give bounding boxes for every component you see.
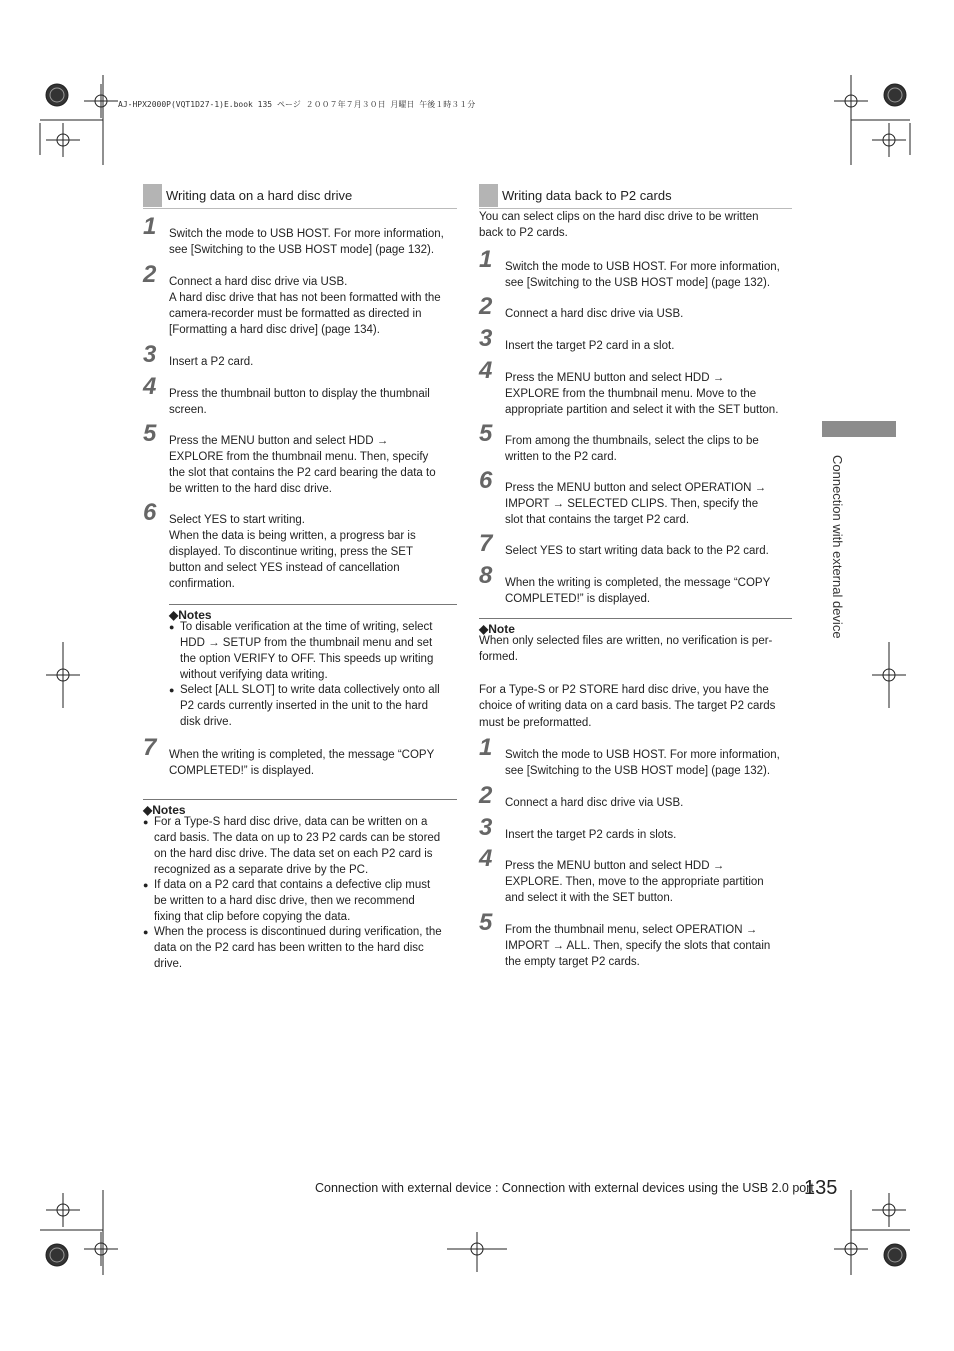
step-text: Switch the mode to USB HOST. For more information, see [Switching to the USB HOST mode] (page 132). <box>169 228 444 256</box>
note-text: When the process is discontinued during verification, the data on the P2 card has been written to the hard disc drive. <box>154 926 442 970</box>
step-text: Select YES to start writing. When the data is being written, a progress bar is displayed. To discontinue writing, press the SET button and select YES instead of cancellation confirmation. <box>169 514 416 590</box>
page-number: 135 <box>804 1177 838 1199</box>
step-text: From among the thumbnails, select the clips to be written to the P2 card. <box>505 435 759 463</box>
step-text: Press the MENU button and select HDD → EXPLORE from the thumbnail menu. Move to the appropriate partition and select it with the SET button. <box>505 372 779 416</box>
note-heading: ◆Note <box>479 618 792 636</box>
bullet-icon: ● <box>143 880 149 890</box>
bullet-icon: ● <box>169 685 175 695</box>
step-number: 3 <box>479 325 493 352</box>
print-header-line: AJ-HPX2000P(VQT1D27-1)E.book 135 ページ ２００７年７月３０日 月曜日 午後１時３１分 <box>118 100 476 109</box>
bullet-icon: ● <box>143 817 149 827</box>
step-text: Press the MENU button and select HDD → EXPLORE from the thumbnail menu. Then, specify the slot that contains the P2 card bearing the data to be written to the hard disc drive. <box>169 435 436 495</box>
step-number: 5 <box>479 420 493 447</box>
inner-note-text: Select [ALL SLOT] to write data collectively onto all P2 cards currently inserted in the unit to the hard disk drive. <box>180 684 440 728</box>
note-text: When only selected files are written, no verification is per- formed. <box>479 635 773 663</box>
section-marker <box>479 184 498 207</box>
step-number: 1 <box>479 246 493 273</box>
step-text: Insert the target P2 card in a slot. <box>505 340 675 352</box>
step-text: Switch the mode to USB HOST. For more information, see [Switching to the USB HOST mode] (page 132). <box>505 261 780 289</box>
step-number: 7 <box>143 734 157 761</box>
page-footer-text: Connection with external device : Connection with external devices using the USB 2.0 port <box>315 1181 814 1195</box>
left-section-header <box>143 184 457 209</box>
step-text: Press the MENU button and select OPERATION → IMPORT → SELECTED CLIPS. Then, specify the slot that contains the target P2 card. <box>505 482 767 526</box>
inner-note-text: To disable verification at the time of writing, select HDD → SETUP from the thumbnail menu and set the option VERIFY to OFF. This speeds up writing without verifying data writing. <box>180 621 434 681</box>
right-paragraph: For a Type-S or P2 STORE hard disc drive, you have the choice of writing data on a card basis. The target P2 cards must be preformatted. <box>479 684 776 729</box>
inner-notes-heading: ◆Notes <box>169 604 457 622</box>
bullet-icon: ● <box>169 622 175 632</box>
step-number: 4 <box>143 373 157 400</box>
step-text: Connect a hard disc drive via USB. <box>505 308 684 320</box>
step-text: Press the thumbnail button to display the thumbnail screen. <box>169 388 430 416</box>
step-text: Insert the target P2 cards in slots. <box>505 829 677 841</box>
chapter-tab-marker <box>822 421 896 437</box>
step-number: 4 <box>479 357 493 384</box>
step-text: From the thumbnail menu, select OPERATION → IMPORT → ALL. Then, specify the slots that contain the empty target P2 cards. <box>505 924 771 968</box>
step-text: Insert a P2 card. <box>169 356 254 368</box>
step-number: 4 <box>479 845 493 872</box>
step-text: When the writing is completed, the message “COPY COMPLETED!” is displayed. <box>169 749 435 777</box>
right-section-title: Writing data back to P2 cards <box>502 188 672 203</box>
step-text: Connect a hard disc drive via USB. <box>505 797 684 809</box>
step-text: Connect a hard disc drive via USB. A hard disc drive that has not been formatted with the camera-recorder must be formatted as directed in [Formatting a hard disc drive] (page 134). <box>169 276 441 336</box>
notes-heading: ◆Notes <box>143 799 457 817</box>
step-number: 7 <box>479 530 493 557</box>
step-number: 2 <box>479 293 493 320</box>
step-number: 3 <box>143 341 157 368</box>
left-section-title: Writing data on a hard disc drive <box>166 188 353 203</box>
step-number: 8 <box>479 562 493 589</box>
section-marker <box>143 184 162 207</box>
step-text: When the writing is completed, the message “COPY COMPLETED!” is displayed. <box>505 577 771 605</box>
step-number: 6 <box>479 467 493 494</box>
step-number: 6 <box>143 499 157 526</box>
step-number: 5 <box>143 420 157 447</box>
step-text: Select YES to start writing data back to the P2 card. <box>505 545 769 557</box>
note-text: For a Type-S hard disc drive, data can be written on a card basis. The data on up to 23 P2 cards can be stored on the hard disc drive. The data set on each P2 card is recognized as a separate drive by the PC. <box>154 816 441 876</box>
step-number: 1 <box>143 213 157 240</box>
step-number: 2 <box>479 782 493 809</box>
step-number: 2 <box>143 261 157 288</box>
note-text: If data on a P2 card that contains a defective clip must be written to a hard disc drive, then we recommend fixing that clip before copying the data. <box>154 879 431 923</box>
right-intro: You can select clips on the hard disc drive to be written back to P2 cards. <box>479 211 759 239</box>
step-text: Press the MENU button and select HDD → EXPLORE. Then, move to the appropriate partition and select it with the SET button. <box>505 860 764 904</box>
bullet-icon: ● <box>143 927 149 937</box>
step-number: 3 <box>479 814 493 841</box>
step-number: 5 <box>479 909 493 936</box>
right-section-header <box>479 184 792 209</box>
step-number: 1 <box>479 734 493 761</box>
chapter-side-label: Connection with external device <box>830 455 845 639</box>
step-text: Switch the mode to USB HOST. For more information, see [Switching to the USB HOST mode] (page 132). <box>505 749 780 777</box>
